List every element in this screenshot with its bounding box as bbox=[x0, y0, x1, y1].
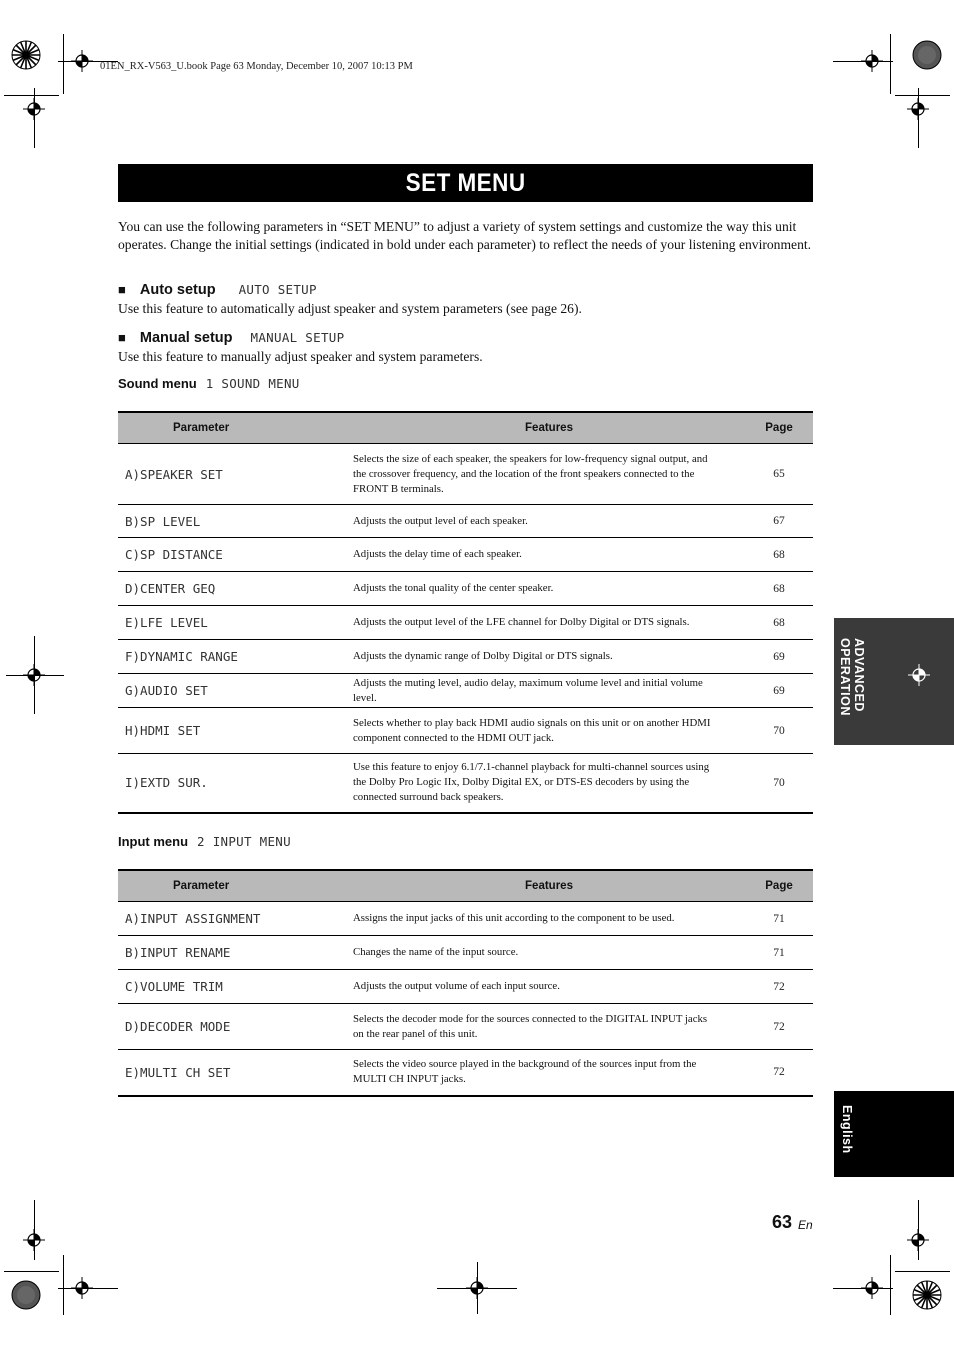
input-menu-title: Input menu bbox=[118, 834, 189, 849]
page-number: 63 bbox=[772, 1212, 793, 1232]
column-header-parameter: Parameter bbox=[118, 870, 353, 902]
table-header-row bbox=[118, 412, 813, 444]
parameter-name: F)DYNAMIC RANGE bbox=[118, 640, 353, 674]
square-bullet-icon: ■ bbox=[118, 330, 126, 345]
manual-setup-osd: MANUAL SETUP bbox=[250, 330, 345, 345]
parameter-name: B)SP LEVEL bbox=[118, 505, 353, 538]
print-header: 01EN_RX-V563_U.book Page 63 Monday, December 10, 2007 10:13 PM bbox=[100, 61, 413, 72]
parameter-feature: Use this feature to enjoy 6.1/7.1-channel playback for multi-channel sources using the Dolby Pro Logic IIx, Dolby Digital EX, or DTS-ES decoders by using the connected surround back speakers. bbox=[353, 754, 745, 813]
parameter-feature: Selects the decoder mode for the sources connected to the DIGITAL INPUT jacks on the rear panel of this unit. bbox=[353, 1004, 745, 1050]
auto-setup-heading bbox=[118, 282, 317, 298]
parameter-name: E)LFE LEVEL bbox=[118, 606, 353, 640]
parameter-name: G)AUDIO SET bbox=[118, 674, 353, 708]
manual-setup-text: Use this feature to manually adjust speaker and system parameters. bbox=[118, 349, 483, 364]
parameter-page: 68 bbox=[745, 606, 813, 640]
parameter-page: 69 bbox=[745, 674, 813, 708]
table-row bbox=[118, 674, 813, 708]
auto-setup-title: Auto setup bbox=[139, 282, 216, 298]
square-bullet-icon: ■ bbox=[118, 282, 126, 297]
parameter-name: B)INPUT RENAME bbox=[118, 936, 353, 970]
parameter-page: 72 bbox=[745, 1050, 813, 1096]
parameter-feature: Adjusts the output level of the LFE channel for Dolby Digital or DTS signals. bbox=[353, 606, 745, 640]
table-row bbox=[118, 444, 813, 505]
sound-menu-table bbox=[118, 411, 813, 814]
table-row bbox=[118, 572, 813, 606]
table-row bbox=[118, 754, 813, 813]
intro-paragraph: You can use the following parameters in “SET MENU” to adjust a variety of system settings and customize the way this unit operates. Change the initial settings (indicated in bold under each parameter) to reflect the needs of your listening environment. bbox=[118, 219, 812, 252]
parameter-page: 70 bbox=[745, 754, 813, 813]
registration-mark-icon bbox=[907, 98, 929, 120]
table-row bbox=[118, 1004, 813, 1050]
side-tab-label-line2: OPERATION bbox=[838, 638, 852, 716]
column-header-features: Features bbox=[353, 412, 745, 444]
column-header-features: Features bbox=[353, 870, 745, 902]
gray-target-icon bbox=[11, 1280, 41, 1310]
side-tab-english-label: English bbox=[840, 1105, 854, 1154]
table-row bbox=[118, 538, 813, 572]
parameter-page: 65 bbox=[745, 444, 813, 505]
starburst-target-icon bbox=[11, 40, 41, 70]
parameter-name: A)INPUT ASSIGNMENT bbox=[118, 902, 353, 936]
side-tab-label-line1: ADVANCED bbox=[852, 638, 866, 712]
side-tab-label bbox=[838, 638, 866, 716]
parameter-name: D)DECODER MODE bbox=[118, 1004, 353, 1050]
sound-menu-title: Sound menu bbox=[118, 376, 197, 391]
parameter-feature: Changes the name of the input source. bbox=[353, 936, 745, 970]
table-header-row bbox=[118, 870, 813, 902]
registration-mark-icon bbox=[23, 664, 45, 686]
table-row bbox=[118, 970, 813, 1004]
starburst-target-icon bbox=[912, 1280, 942, 1310]
side-tab-advanced-operation bbox=[834, 618, 954, 745]
manual-setup-heading bbox=[118, 330, 344, 346]
registration-mark-icon bbox=[861, 1277, 883, 1299]
page-language: En bbox=[798, 1218, 813, 1232]
manual-setup-title: Manual setup bbox=[139, 330, 233, 346]
parameter-page: 71 bbox=[745, 936, 813, 970]
registration-mark-icon bbox=[71, 1277, 93, 1299]
parameter-feature: Adjusts the tonal quality of the center speaker. bbox=[353, 572, 745, 606]
parameter-feature: Selects the size of each speaker, the speakers for low-frequency signal output, and the crossover frequency, and the location of the front speakers connected to the FRONT B terminals. bbox=[353, 444, 745, 505]
parameter-name: E)MULTI CH SET bbox=[118, 1050, 353, 1096]
side-tab-english bbox=[834, 1091, 954, 1177]
parameter-feature: Adjusts the output volume of each input source. bbox=[353, 970, 745, 1004]
registration-mark-icon bbox=[71, 50, 93, 72]
parameter-name: C)VOLUME TRIM bbox=[118, 970, 353, 1004]
parameter-page: 72 bbox=[745, 970, 813, 1004]
column-header-page: Page bbox=[745, 870, 813, 902]
sound-menu-heading bbox=[118, 376, 300, 391]
input-menu-heading bbox=[118, 834, 291, 849]
gray-target-icon bbox=[912, 40, 942, 70]
parameter-feature: Adjusts the muting level, audio delay, maximum volume level and initial volume level. bbox=[353, 674, 745, 708]
parameter-feature: Adjusts the dynamic range of Dolby Digital or DTS signals. bbox=[353, 640, 745, 674]
parameter-name: I)EXTD SUR. bbox=[118, 754, 353, 813]
column-header-parameter: Parameter bbox=[118, 412, 353, 444]
auto-setup-osd: AUTO SETUP bbox=[238, 282, 317, 297]
auto-setup-text: Use this feature to automatically adjust speaker and system parameters (see page 26). bbox=[118, 301, 582, 316]
registration-mark-icon bbox=[23, 98, 45, 120]
registration-mark-icon bbox=[23, 1229, 45, 1251]
parameter-page: 70 bbox=[745, 708, 813, 754]
input-menu-table bbox=[118, 869, 813, 1097]
parameter-feature: Adjusts the output level of each speaker. bbox=[353, 505, 745, 538]
sound-menu-osd: 1 SOUND MENU bbox=[205, 376, 300, 391]
input-menu-osd: 2 INPUT MENU bbox=[197, 834, 291, 849]
registration-mark-icon bbox=[908, 664, 930, 686]
parameter-page: 69 bbox=[745, 640, 813, 674]
parameter-feature: Selects whether to play back HDMI audio signals on this unit or on another HDMI component connected to the HDMI OUT jack. bbox=[353, 708, 745, 754]
table-row bbox=[118, 505, 813, 538]
parameter-name: C)SP DISTANCE bbox=[118, 538, 353, 572]
parameter-name: A)SPEAKER SET bbox=[118, 444, 353, 505]
parameter-feature: Assigns the input jacks of this unit according to the component to be used. bbox=[353, 902, 745, 936]
parameter-page: 71 bbox=[745, 902, 813, 936]
table-row bbox=[118, 708, 813, 754]
table-row bbox=[118, 640, 813, 674]
table-row bbox=[118, 936, 813, 970]
registration-mark-icon bbox=[466, 1277, 488, 1299]
registration-mark-icon bbox=[861, 50, 883, 72]
parameter-page: 72 bbox=[745, 1004, 813, 1050]
parameter-feature: Selects the video source played in the background of the sources input from the MULTI CH INPUT jacks. bbox=[353, 1050, 745, 1096]
table-row bbox=[118, 1050, 813, 1096]
parameter-feature: Adjusts the delay time of each speaker. bbox=[353, 538, 745, 572]
parameter-page: 68 bbox=[745, 538, 813, 572]
parameter-page: 68 bbox=[745, 572, 813, 606]
page-title bbox=[118, 164, 813, 202]
parameter-name: D)CENTER GEQ bbox=[118, 572, 353, 606]
table-row bbox=[118, 606, 813, 640]
parameter-name: H)HDMI SET bbox=[118, 708, 353, 754]
column-header-page: Page bbox=[745, 412, 813, 444]
page-title-text: SET MENU bbox=[405, 168, 526, 197]
parameter-page: 67 bbox=[745, 505, 813, 538]
registration-mark-icon bbox=[907, 1229, 929, 1251]
table-row bbox=[118, 902, 813, 936]
